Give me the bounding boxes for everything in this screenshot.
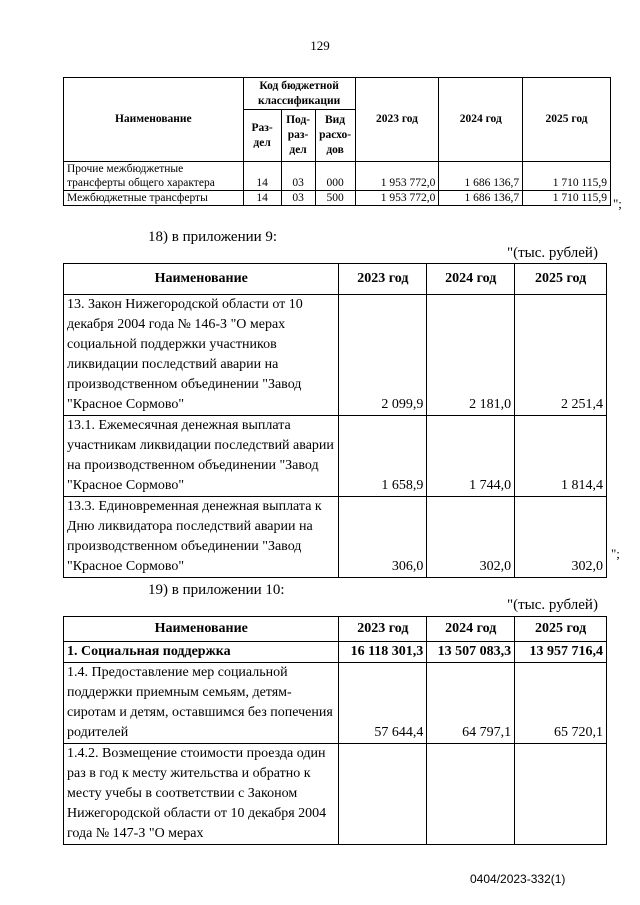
- row-2025: 2 251,4: [515, 295, 607, 416]
- section18-unit: "(тыс. рублей): [507, 245, 598, 261]
- row-2024: 2 181,0: [427, 295, 515, 416]
- row-name: 13.3. Единовременная денежная выплата к Дню ликвидатора последствий аварии на производственном объединении "Завод "Красное Сормово": [64, 497, 339, 578]
- section19-unit: "(тыс. рублей): [507, 597, 598, 613]
- header-code-group: Код бюджетной классификации: [243, 78, 355, 110]
- row-2025: 1 710 115,9: [523, 162, 611, 191]
- row-2024: 1 686 136,7: [439, 191, 523, 206]
- header-2024: 2024 год: [439, 78, 523, 162]
- row-name: 13. Закон Нижегородской области от 10 декабря 2004 года № 146-З "О мерах социальной поддержки участников ликвидации последствий аварии на производственном объединении "Завод "Красное Сормово": [64, 295, 339, 416]
- header-name: Наименование: [64, 264, 339, 295]
- header-name: Наименование: [64, 78, 244, 162]
- row-section: 14: [243, 162, 281, 191]
- row-2025: 13 957 716,4: [515, 642, 607, 663]
- page-number: 129: [310, 38, 330, 53]
- header-2023: 2023 год: [339, 617, 427, 642]
- row-name: 1.4. Предоставление мер социальной поддержки приемным семьям, детям-сиротам и детям, оставшимся без попечения родителей: [64, 663, 339, 744]
- row-section: 14: [243, 191, 281, 206]
- row-2023: 306,0: [339, 497, 427, 578]
- row-2025: [515, 744, 607, 845]
- table-row: [64, 744, 607, 845]
- header-2025: 2025 год: [515, 617, 607, 642]
- row-2023: 57 644,4: [339, 663, 427, 744]
- section18-intro: 18) в приложении 9:: [148, 229, 278, 245]
- header-2025: 2025 год: [523, 78, 611, 162]
- header-name: Наименование: [64, 617, 339, 642]
- row-2023: 16 118 301,3: [339, 642, 427, 663]
- row-2024: 1 744,0: [427, 416, 515, 497]
- row-2024: 1 686 136,7: [439, 162, 523, 191]
- row-2024: 302,0: [427, 497, 515, 578]
- row-name: 13.1. Ежемесячная денежная выплата участникам ликвидации последствий аварии на производственном объединении "Завод "Красное Сормово": [64, 416, 339, 497]
- section19-intro: 19) в приложении 10:: [148, 582, 285, 598]
- header-2023: 2023 год: [339, 264, 427, 295]
- row-2025: 1 814,4: [515, 416, 607, 497]
- row-subsection: 03: [281, 191, 315, 206]
- row-expense-type: 000: [315, 162, 355, 191]
- header-expense-type: Вид расхо-дов: [315, 110, 355, 162]
- table-row: [64, 295, 607, 416]
- row-2024: 64 797,1: [427, 663, 515, 744]
- row-2023: 1 953 772,0: [355, 162, 439, 191]
- header-2025: 2025 год: [515, 264, 607, 295]
- document-code: 0404/2023-332(1): [470, 872, 566, 886]
- header-section: Раз-дел: [243, 110, 281, 162]
- table-row: [64, 191, 611, 206]
- appendix10-table: [63, 616, 607, 845]
- section18-closing-mark: ";: [611, 546, 620, 561]
- row-name: 1.4.2. Возмещение стоимости проезда один раз в год к месту жительства и обратно к месту учебы в соответствии с Законом Нижегородской области от 10 декабря 2004 года № 147-З "О мерах: [64, 744, 339, 845]
- row-2023: 1 953 772,0: [355, 191, 439, 206]
- row-name: Межбюджетные трансферты: [64, 191, 244, 206]
- row-2025: 302,0: [515, 497, 607, 578]
- row-2024: [427, 744, 515, 845]
- row-2023: 1 658,9: [339, 416, 427, 497]
- row-name: Прочие межбюджетные трансферты общего характера: [64, 162, 244, 191]
- table-row: [64, 416, 607, 497]
- row-2023: [339, 744, 427, 845]
- row-2023: 2 099,9: [339, 295, 427, 416]
- table-row: [64, 663, 607, 744]
- row-name: 1. Социальная поддержка: [64, 642, 339, 663]
- table1-closing-mark: ";: [613, 196, 622, 211]
- row-2025: 1 710 115,9: [523, 191, 611, 206]
- table-row: [64, 497, 607, 578]
- header-2024: 2024 год: [427, 264, 515, 295]
- appendix9-table: [63, 263, 607, 578]
- header-2024: 2024 год: [427, 617, 515, 642]
- table-row: [64, 162, 611, 191]
- header-subsection: Под-раз-дел: [281, 110, 315, 162]
- row-subsection: 03: [281, 162, 315, 191]
- table-row: [64, 642, 607, 663]
- row-expense-type: 500: [315, 191, 355, 206]
- budget-classification-table: [63, 77, 611, 206]
- row-2025: 65 720,1: [515, 663, 607, 744]
- header-2023: 2023 год: [355, 78, 439, 162]
- row-2024: 13 507 083,3: [427, 642, 515, 663]
